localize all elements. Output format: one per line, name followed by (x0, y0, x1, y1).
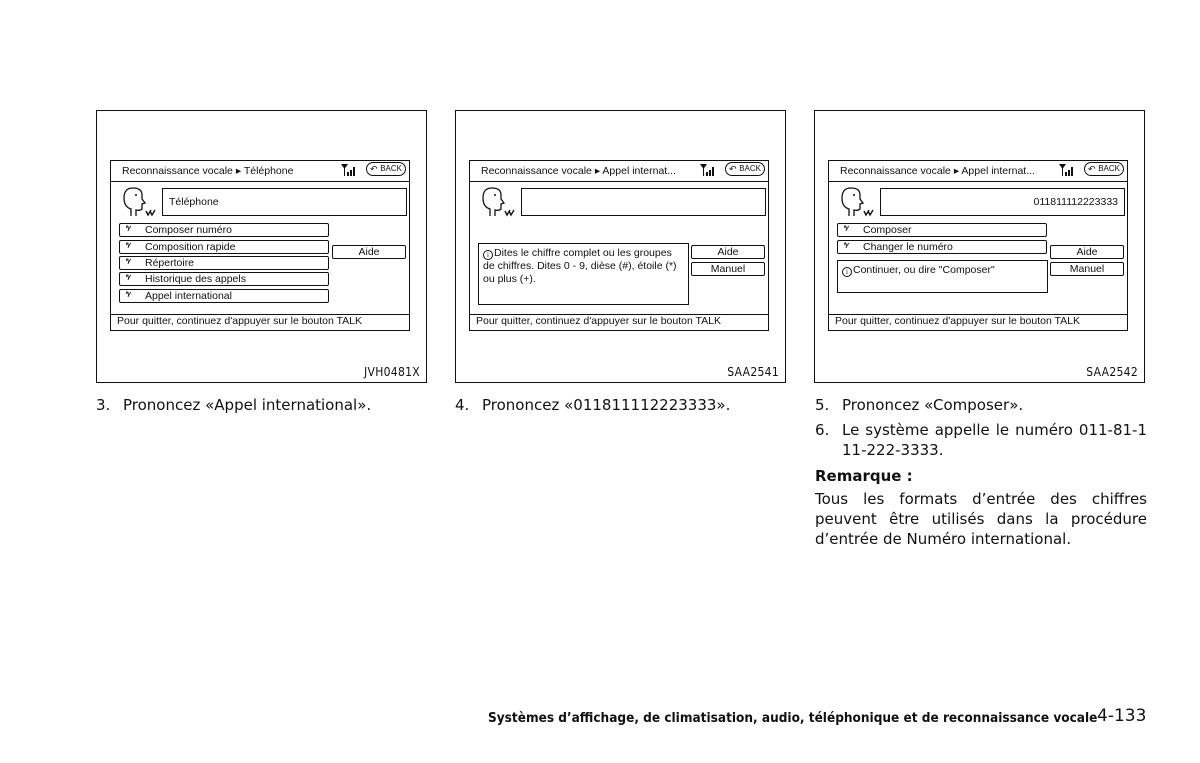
voice-command-icon: ‘ᵞ (843, 241, 848, 252)
voice-text-box (521, 188, 766, 216)
screen-footer: Pour quitter, continuez d'appuyer sur le bouton TALK (111, 314, 409, 330)
menu-item-appel-international[interactable] (119, 289, 329, 303)
screen-footer: Pour quitter, continuez d'appuyer sur le bouton TALK (829, 314, 1127, 330)
breadcrumb: Reconnaissance vocale ▸ Appel internat... (481, 165, 676, 177)
menu-item-changer-numero[interactable] (837, 240, 1047, 254)
step-number: 5. (815, 396, 830, 414)
back-button[interactable] (366, 162, 406, 176)
figure-digits-prompt (455, 110, 786, 383)
step-6 (815, 420, 1147, 460)
voice-screen (110, 160, 410, 331)
step-text: Le système appelle le numéro 011-81-111-222-3333. (842, 421, 1147, 459)
menu-item-composition-rapide[interactable] (119, 240, 329, 254)
step-3 (96, 395, 371, 415)
figure-telephone-menu (96, 110, 427, 383)
page-footer-title: Systèmes d’affichage, de climatisation, audio, téléphonique et de reconnaissance vocale (488, 710, 1098, 726)
menu-item-label: Composer numéro (145, 224, 232, 236)
menu-item-label: Répertoire (145, 257, 195, 269)
voice-command-icon: ‘ᵞ (125, 273, 130, 284)
breadcrumb: Reconnaissance vocale ▸ Téléphone (122, 165, 294, 177)
step-text: Prononcez «Composer». (842, 396, 1024, 414)
page-number: 4-133 (1097, 706, 1147, 726)
voice-face-icon (840, 185, 876, 219)
step-5 (815, 395, 1023, 415)
step-number: 4. (455, 396, 470, 414)
aide-button[interactable]: Aide (332, 245, 406, 259)
aide-button[interactable]: Aide (691, 245, 765, 259)
menu-item-label: Appel international (145, 290, 232, 302)
info-text: Continuer, ou dire "Composer" (853, 264, 995, 276)
signal-strength-icon (700, 163, 716, 177)
figure-code: JVH0481X (364, 365, 420, 379)
menu-item-label: Historique des appels (145, 273, 246, 285)
voice-command-icon: ‘ᵞ (125, 257, 130, 268)
menu-item-repertoire[interactable] (119, 256, 329, 270)
aide-button[interactable]: Aide (1050, 245, 1124, 259)
step-number: 6. (815, 421, 830, 439)
manuel-button[interactable]: Manuel (691, 262, 765, 276)
menu-item-label: Composition rapide (145, 241, 236, 253)
screen-title-bar (829, 161, 1127, 182)
voice-command-icon: ‘ᵞ (125, 290, 130, 301)
back-label: BACK (380, 164, 402, 173)
manuel-button[interactable]: Manuel (1050, 262, 1124, 276)
figure-code: SAA2541 (727, 365, 779, 379)
menu-item-label: Changer le numéro (863, 241, 953, 253)
info-message (478, 243, 689, 305)
signal-strength-icon (341, 163, 357, 177)
figure-code: SAA2542 (1086, 365, 1138, 379)
info-icon: i (483, 250, 493, 260)
screen-title-bar (111, 161, 409, 182)
voice-text-box: 011811112223333 (880, 188, 1125, 216)
back-label: BACK (739, 164, 761, 173)
screen-title-bar (470, 161, 768, 182)
back-button[interactable] (725, 162, 765, 176)
step-number: 3. (96, 396, 111, 414)
voice-command-icon: ‘ᵞ (125, 224, 130, 235)
voice-text-box: Téléphone (162, 188, 407, 216)
step-4 (455, 395, 730, 415)
remark-heading: Remarque : (815, 467, 913, 485)
back-arrow-icon: ↶ (1088, 164, 1096, 174)
voice-command-icon: ‘ᵞ (843, 224, 848, 235)
back-label: BACK (1098, 164, 1120, 173)
breadcrumb: Reconnaissance vocale ▸ Appel internat... (840, 165, 1035, 177)
voice-screen (828, 160, 1128, 331)
signal-strength-icon (1059, 163, 1075, 177)
info-text: Dites le chiffre complet ou les groupes de chiffres. Dites 0 - 9, dièse (#), étoile (*) ou plus (+). (483, 247, 677, 285)
back-button[interactable] (1084, 162, 1124, 176)
step-text: Prononcez «011811112223333». (482, 396, 731, 414)
voice-screen (469, 160, 769, 331)
menu-item-historique[interactable] (119, 272, 329, 286)
voice-face-icon (122, 185, 158, 219)
back-arrow-icon: ↶ (370, 164, 378, 174)
step-text: Prononcez «Appel international». (123, 396, 372, 414)
menu-item-composer[interactable] (837, 223, 1047, 237)
figure-number-confirm (814, 110, 1145, 383)
voice-face-icon (481, 185, 517, 219)
info-message (837, 260, 1048, 293)
screen-footer: Pour quitter, continuez d'appuyer sur le bouton TALK (470, 314, 768, 330)
menu-item-composer-numero[interactable] (119, 223, 329, 237)
voice-command-icon: ‘ᵞ (125, 241, 130, 252)
remark-text: Tous les formats d’entrée des chiffres peuvent être utilisés dans la procédure d’entrée de Numéro international. (815, 490, 1147, 548)
back-arrow-icon: ↶ (729, 164, 737, 174)
menu-item-label: Composer (863, 224, 912, 236)
info-icon: i (842, 267, 852, 277)
